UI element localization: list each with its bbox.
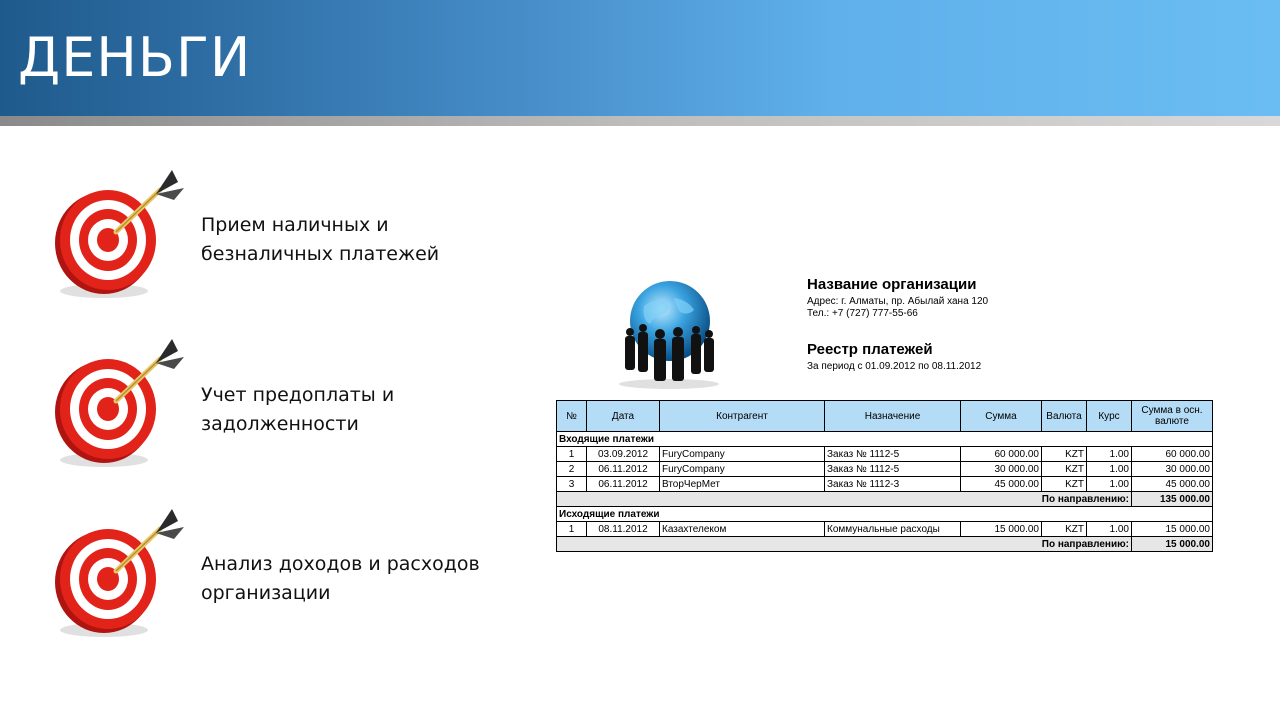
cell: 60 000.00: [1132, 447, 1213, 462]
cell: 06.11.2012: [587, 477, 660, 492]
cell: 3: [557, 477, 587, 492]
table-row: [557, 462, 1213, 477]
cell: 45 000.00: [1132, 477, 1213, 492]
cell: KZT: [1042, 522, 1087, 537]
subtotal-value: 15 000.00: [1132, 537, 1213, 552]
cell: Коммунальные расходы: [825, 522, 961, 537]
group-row-incoming: [557, 432, 1213, 447]
cell: 15 000.00: [1132, 522, 1213, 537]
bullet-item: [52, 166, 522, 306]
report-title: Реестр платежей: [807, 341, 933, 358]
subtotal-row: [557, 537, 1213, 552]
cell: 1.00: [1087, 522, 1132, 537]
cell: Заказ № 1112-5: [825, 447, 961, 462]
cell: KZT: [1042, 462, 1087, 477]
subtotal-label: По направлению:: [557, 492, 1132, 507]
table-row: [557, 447, 1213, 462]
bullet-item: [52, 335, 522, 475]
cell: Заказ № 1112-5: [825, 462, 961, 477]
column-header: Сумма: [961, 401, 1042, 432]
column-header: Дата: [587, 401, 660, 432]
bullet-line: Анализ доходов и расходов: [201, 553, 480, 575]
subtotal-row: [557, 492, 1213, 507]
group-row-outgoing: [557, 507, 1213, 522]
bullet-line: безналичных платежей: [201, 243, 440, 265]
cell: 03.09.2012: [587, 447, 660, 462]
cell: 1.00: [1087, 462, 1132, 477]
cell: 60 000.00: [961, 447, 1042, 462]
cell: ВторЧерМет: [660, 477, 825, 492]
cell: KZT: [1042, 447, 1087, 462]
group-label: Входящие платежи: [557, 432, 1213, 447]
organization-phone: Тел.: +7 (727) 777-55-66: [807, 308, 918, 319]
cell: 1.00: [1087, 477, 1132, 492]
cell: 30 000.00: [1132, 462, 1213, 477]
cell: 08.11.2012: [587, 522, 660, 537]
payment-register-document: [556, 270, 1212, 560]
column-header: Курс: [1087, 401, 1132, 432]
cell: Казахтелеком: [660, 522, 825, 537]
title-divider: [0, 116, 1280, 126]
cell: 45 000.00: [961, 477, 1042, 492]
cell: KZT: [1042, 477, 1087, 492]
column-header: Контрагент: [660, 401, 825, 432]
bullet-item: [52, 505, 522, 645]
group-label: Исходящие платежи: [557, 507, 1213, 522]
cell: FuryCompany: [660, 447, 825, 462]
target-dart-icon: [52, 335, 187, 470]
cell: 2: [557, 462, 587, 477]
target-dart-icon: [52, 505, 187, 640]
page-title: ДЕНЬГИ: [18, 26, 252, 89]
cell: 1: [557, 447, 587, 462]
report-period: За период с 01.09.2012 по 08.11.2012: [807, 361, 982, 372]
column-header: №: [557, 401, 587, 432]
column-header: Валюта: [1042, 401, 1087, 432]
subtotal-label: По направлению:: [557, 537, 1132, 552]
cell: 1: [557, 522, 587, 537]
bullet-text: [201, 211, 439, 269]
cell: Заказ № 1112-3: [825, 477, 961, 492]
bullet-text: [201, 550, 480, 608]
organization-name: Название организации: [807, 276, 977, 293]
organization-address: Адрес: г. Алматы, пр. Абылай хана 120: [807, 296, 989, 307]
cell: 15 000.00: [961, 522, 1042, 537]
bullet-text: [201, 381, 394, 439]
column-header: Назначение: [825, 401, 961, 432]
title-banner: [0, 0, 1280, 116]
cell: 1.00: [1087, 447, 1132, 462]
payments-table: [556, 400, 1213, 552]
bullet-line: Прием наличных и: [201, 214, 389, 236]
globe-business-people-icon: [612, 276, 726, 390]
column-header: Сумма в осн. валюте: [1132, 401, 1213, 432]
cell: 06.11.2012: [587, 462, 660, 477]
target-dart-icon: [52, 166, 187, 301]
bullet-line: задолженности: [201, 413, 359, 435]
table-header-row: [557, 401, 1213, 432]
cell: 30 000.00: [961, 462, 1042, 477]
subtotal-value: 135 000.00: [1132, 492, 1213, 507]
table-row: [557, 522, 1213, 537]
table-row: [557, 477, 1213, 492]
bullet-line: организации: [201, 582, 331, 604]
bullet-line: Учет предоплаты и: [201, 384, 395, 406]
cell: FuryCompany: [660, 462, 825, 477]
